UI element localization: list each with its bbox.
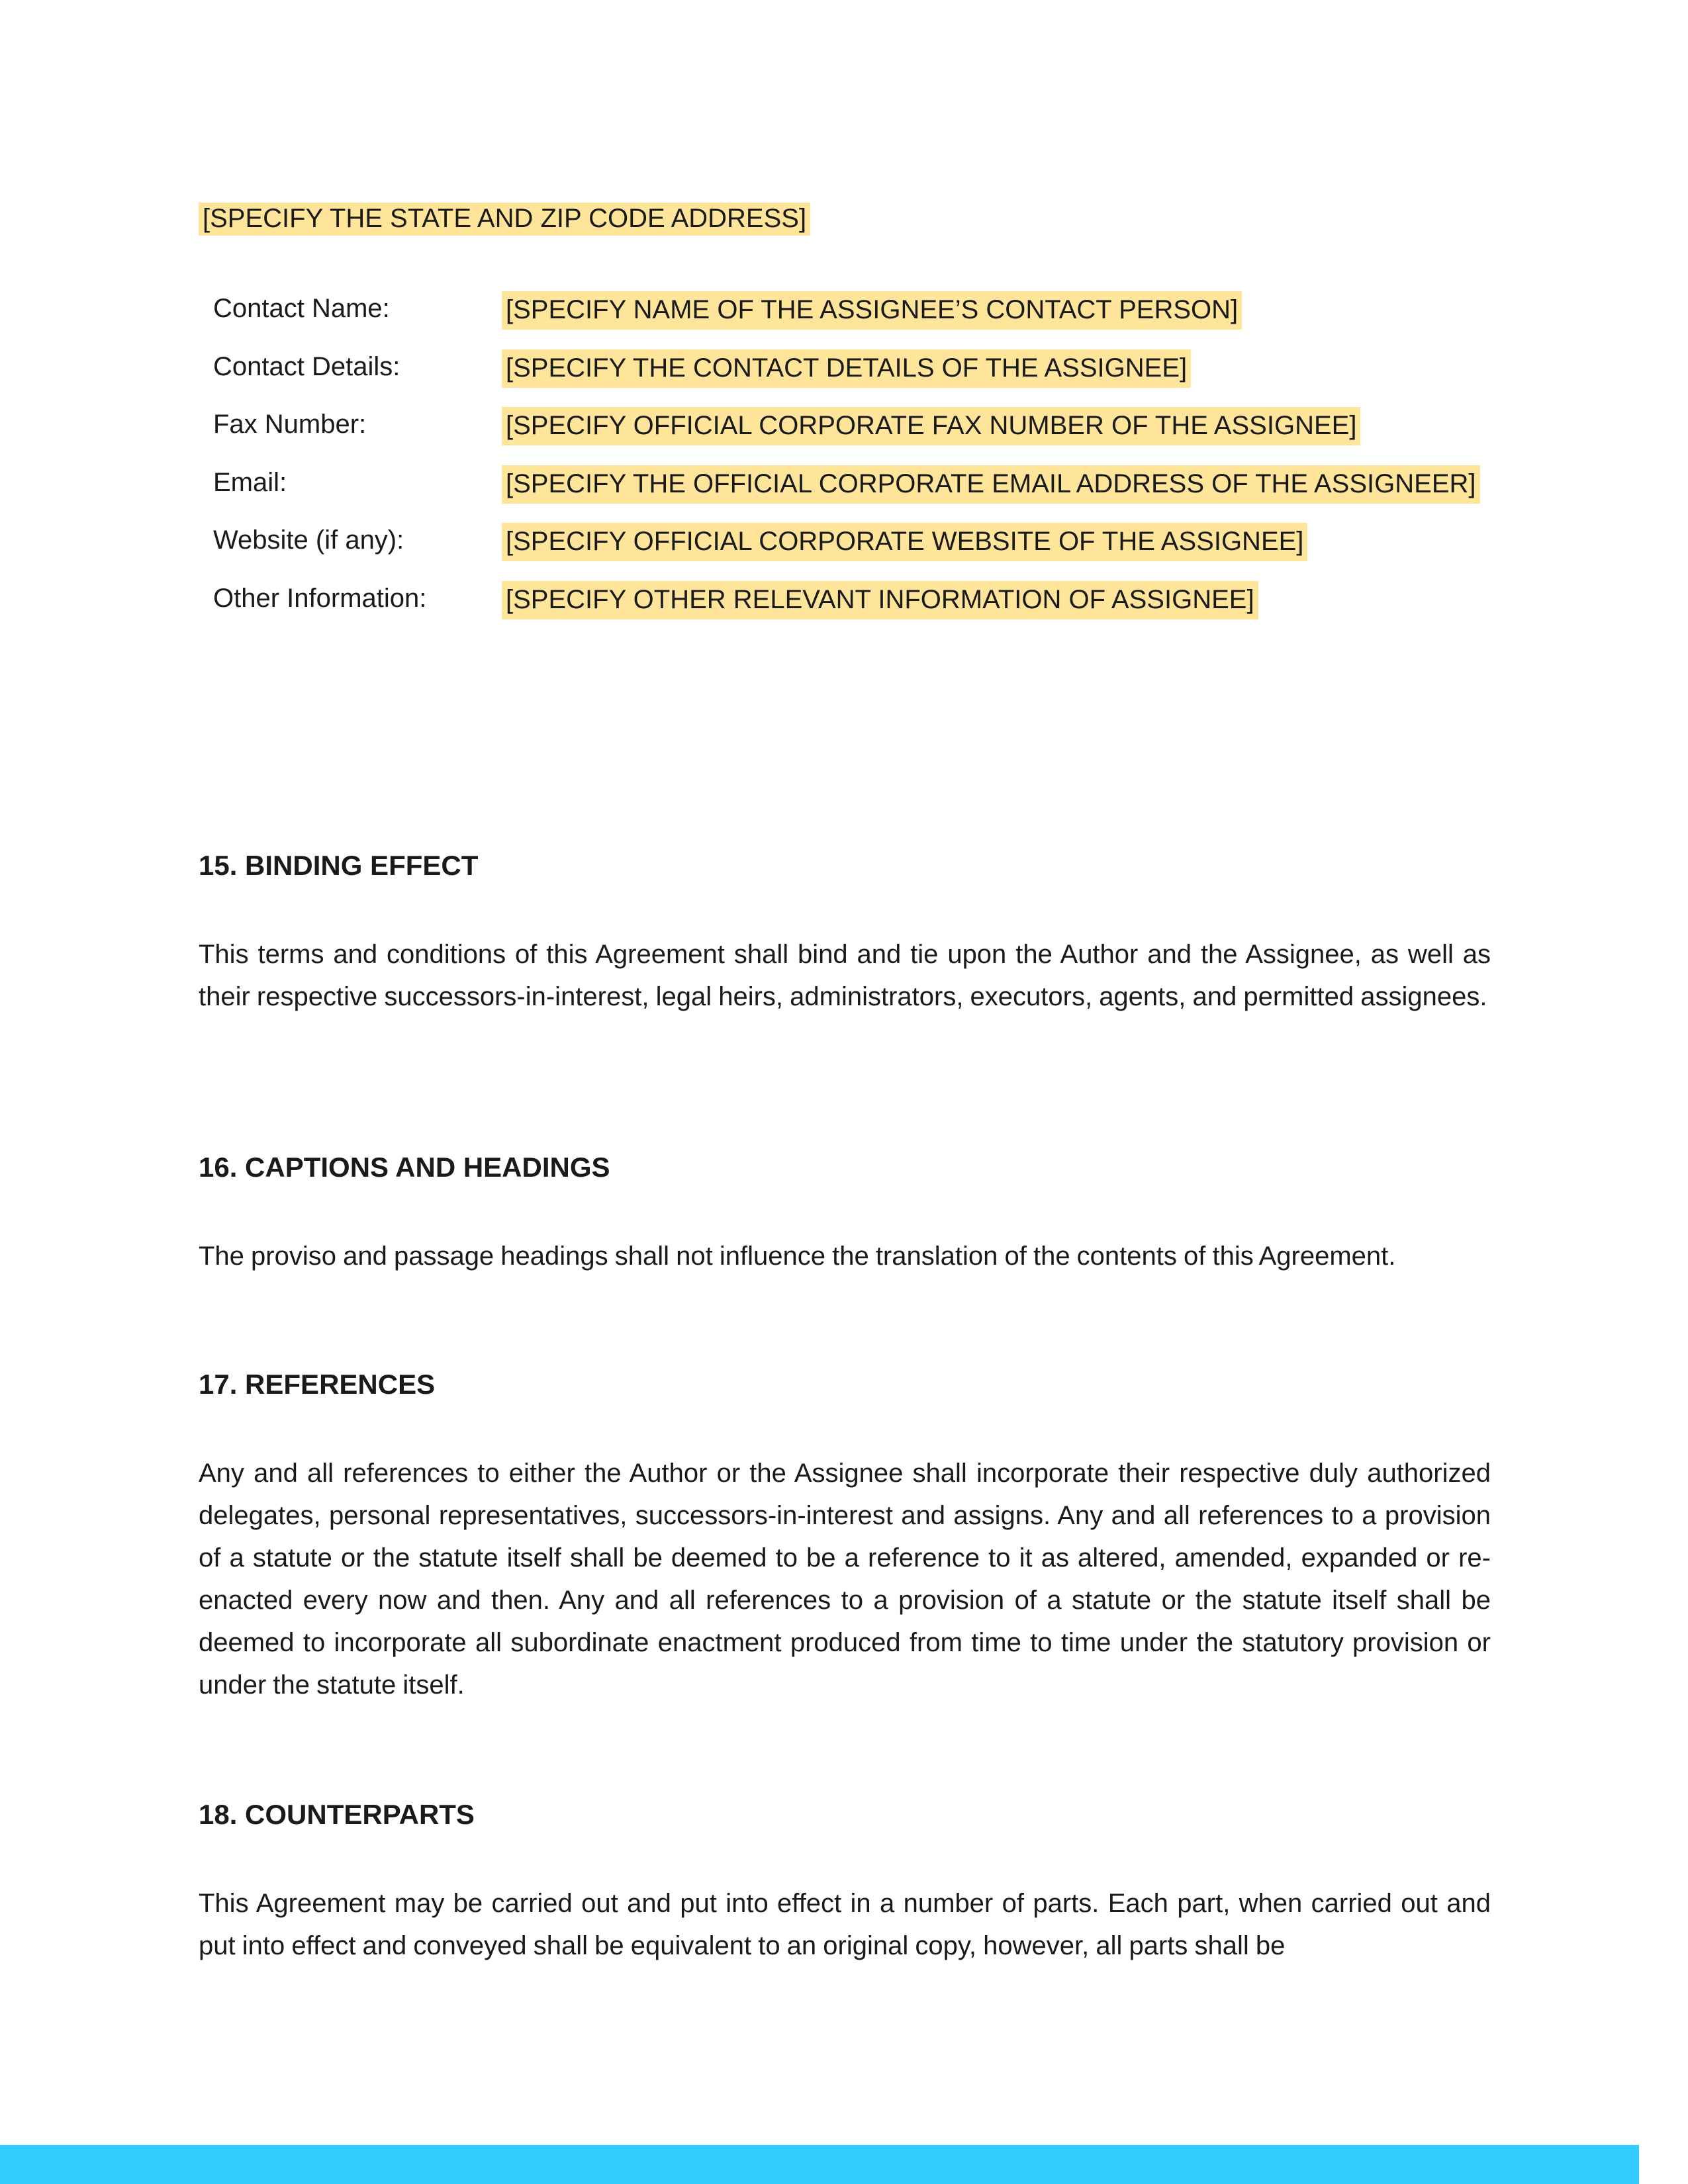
contact-row-details	[213, 349, 1480, 408]
contact-value-placeholder: [SPECIFY NAME OF THE ASSIGNEE’S CONTACT PERSON]	[502, 291, 1242, 330]
footer-bar	[0, 2145, 1639, 2184]
contact-row-website	[213, 523, 1480, 581]
contact-row-other	[213, 581, 1480, 639]
address-placeholder-text: [SPECIFY THE STATE AND ZIP CODE ADDRESS]	[199, 203, 810, 236]
contact-row-fax	[213, 407, 1480, 465]
section-body-captions: The proviso and passage headings shall not influence the translation of the contents of this Agreement.	[199, 1242, 1396, 1271]
contact-label: Email:	[213, 467, 287, 497]
section-body-binding-effect: This terms and conditions of this Agreement shall bind and tie upon the Author and the Assignee, as well as their respective successors-in-interest, legal heirs, administrators, executors, agents, and permitted assignees.	[199, 940, 1491, 1011]
contact-label: Website (if any):	[213, 525, 404, 555]
section-heading-counterparts: 18. COUNTERPARTS	[199, 1799, 475, 1830]
contact-value-placeholder: [SPECIFY OFFICIAL CORPORATE FAX NUMBER OF THE ASSIGNEE]	[502, 407, 1360, 445]
contact-value-placeholder: [SPECIFY OFFICIAL CORPORATE WEBSITE OF THE ASSIGNEE]	[502, 523, 1307, 561]
section-heading-references: 17. REFERENCES	[199, 1369, 436, 1400]
contact-row-email	[213, 465, 1480, 523]
contact-details-table	[213, 291, 1480, 639]
contact-label: Contact Details:	[213, 351, 400, 381]
section-body-counterparts: This Agreement may be carried out and put into effect in a number of parts. Each part, when carried out and put into effect and conveyed shall be equivalent to an original copy, however, all parts shall be	[199, 1889, 1491, 1960]
contact-label: Contact Name:	[213, 294, 390, 323]
contact-value-placeholder: [SPECIFY OTHER RELEVANT INFORMATION OF ASSIGNEE]	[502, 581, 1258, 619]
contact-value-placeholder: [SPECIFY THE CONTACT DETAILS OF THE ASSIGNEE]	[502, 349, 1191, 388]
section-heading-captions: 16. CAPTIONS AND HEADINGS	[199, 1152, 610, 1183]
contact-label: Other Information:	[213, 583, 427, 613]
address-placeholder	[199, 201, 810, 236]
contact-row-name	[213, 291, 1480, 349]
section-heading-binding-effect: 15. BINDING EFFECT	[199, 850, 479, 881]
contact-label: Fax Number:	[213, 410, 367, 439]
section-body-references: Any and all references to either the Author or the Assignee shall incorporate their respective duly authorized delegates, personal representatives, successors-in-interest and assigns. Any and all references to a provision of a statute or the statute itself shall be deemed to be a reference to it as altered, amended, expanded or re-enacted every now and then. Any and all references to a provision of a statute or the statute itself shall be deemed to incorporate all subordinate enactment produced from time to time under the statutory provision or under the statute itself.	[199, 1459, 1491, 1700]
contact-value-placeholder: [SPECIFY THE OFFICIAL CORPORATE EMAIL ADDRESS OF THE ASSIGNEER]	[502, 465, 1480, 504]
